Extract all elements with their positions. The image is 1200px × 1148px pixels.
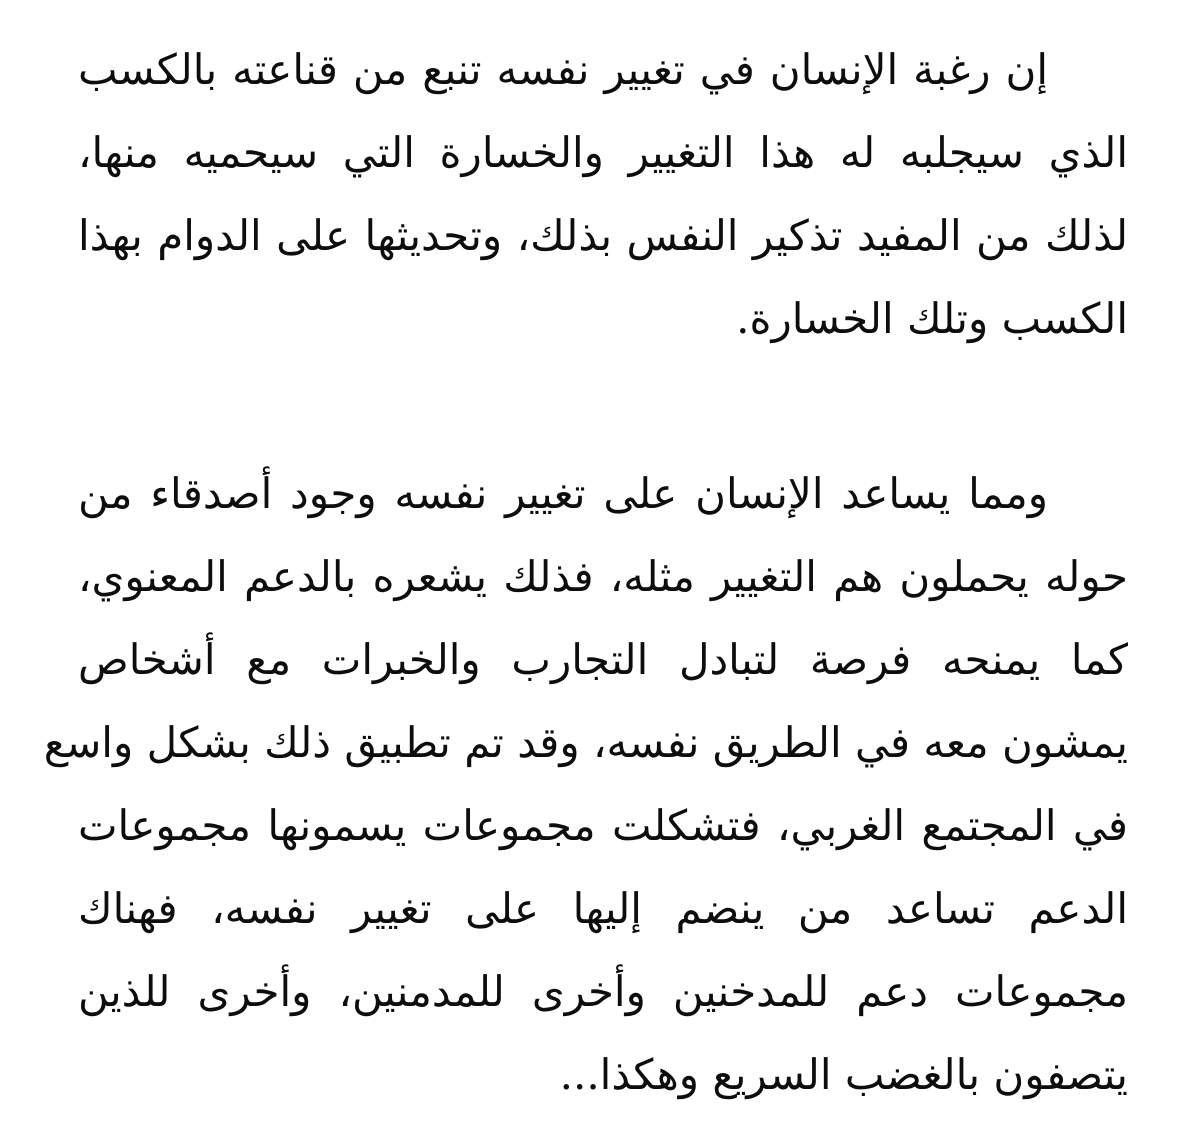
text-line: يمشون معه في الطريق نفسه، وقد تم تطبيق ذلك بشكل واسع [43, 718, 1128, 767]
paragraph-2 [43, 452, 1128, 1116]
paragraph-separator [78, 360, 1128, 452]
text-line: ومما يساعد الإنسان على تغيير نفسه وجود أصدقاء من [78, 469, 1048, 518]
text-line: إن رغبة الإنسان في تغيير نفسه تنبع من قناعته بالكسب [78, 45, 1048, 94]
text-line: في المجتمع الغربي، فتشكلت مجموعات يسمونها مجموعات [78, 801, 1128, 850]
text-line: يتصفون بالغضب السريع وهكذا... [559, 1050, 1128, 1099]
text-line: الدعم تساعد من ينضم إليها على تغيير نفسه، فهناك [78, 884, 1128, 933]
text-line: الكسب وتلك الخسارة. [736, 294, 1128, 343]
paragraph-1 [78, 28, 1128, 360]
text-line: مجموعات دعم للمدخنين وأخرى للمدمنين، وأخرى للذين [78, 967, 1128, 1016]
text-line: لذلك من المفيد تذكير النفس بذلك، وتحديثها على الدوام بهذا [78, 211, 1128, 260]
text-line: حوله يحملون هم التغيير مثله، فذلك يشعره بالدعم المعنوي، [78, 552, 1128, 601]
text-line: الذي سيجلبه له هذا التغيير والخسارة التي سيحميه منها، [78, 128, 1128, 177]
text-line: كما يمنحه فرصة لتبادل التجارب والخبرات مع أشخاص [78, 635, 1128, 684]
